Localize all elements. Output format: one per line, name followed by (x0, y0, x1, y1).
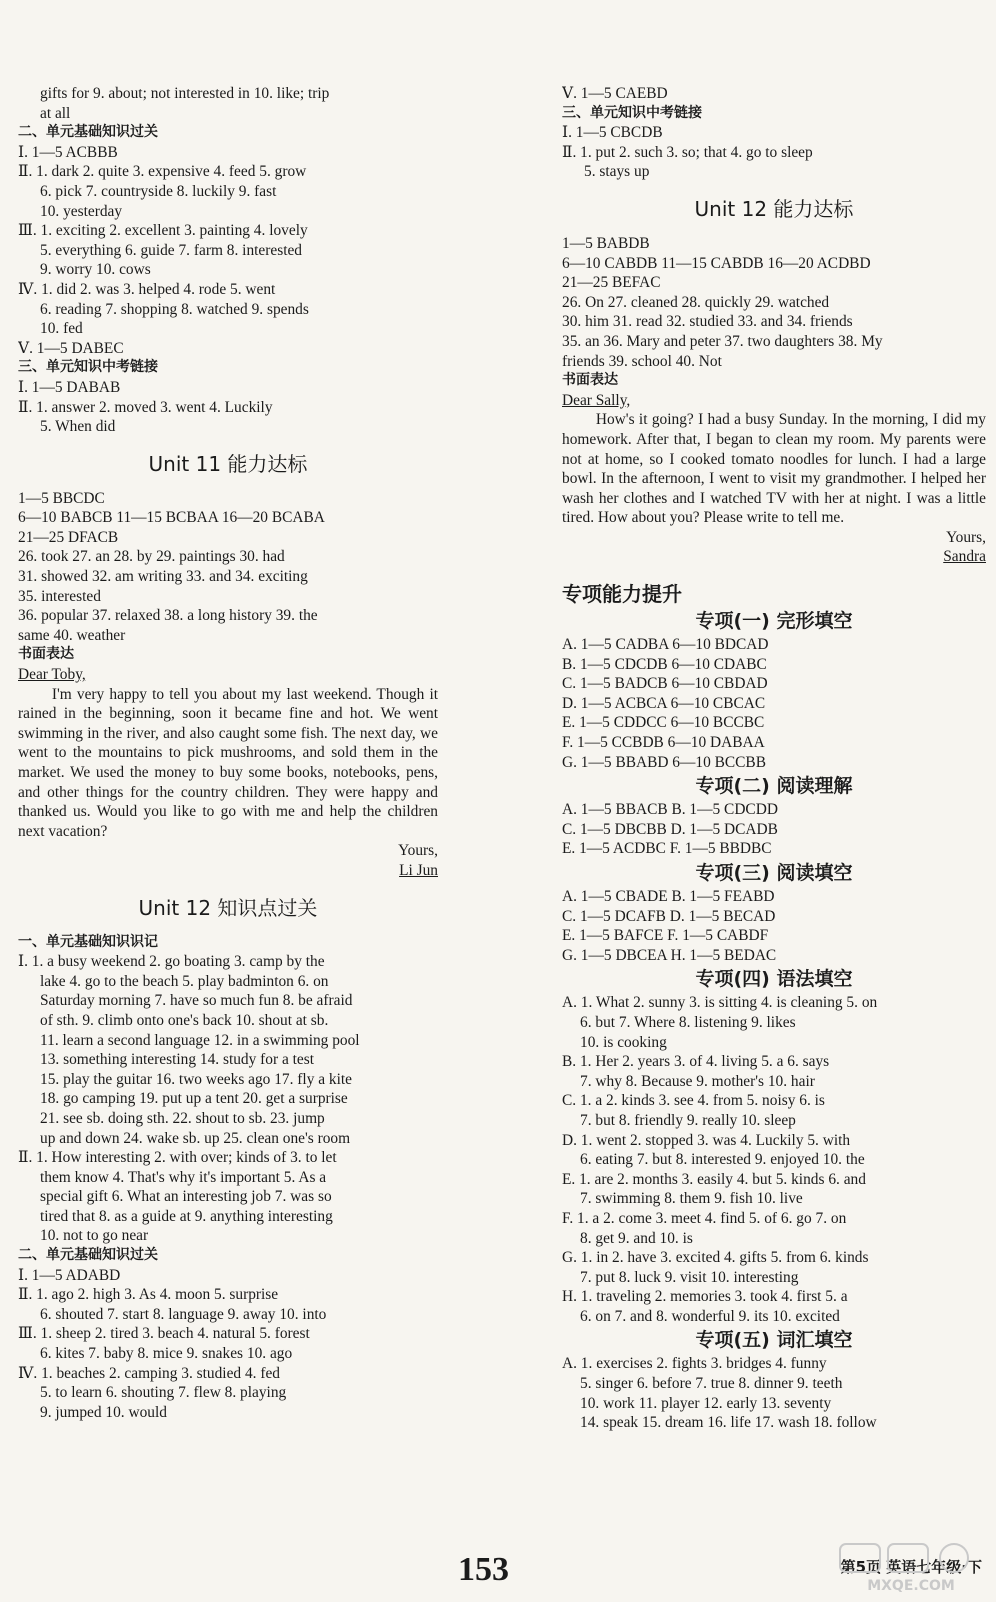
answer-line: 5. When did (40, 418, 116, 436)
answer-line: G. 1—5 DBCEA H. 1—5 BEDAC (562, 946, 777, 964)
answer-line: 6. reading 7. shopping 8. watched 9. spends (40, 300, 309, 318)
answer-line: 6. pick 7. countryside 8. luckily 9. fast (40, 182, 277, 200)
answer-line: C. 1. a 2. kinds 3. see 4. from 5. noisy 6. is (562, 1092, 825, 1110)
essay-paragraph: How's it going? I had a busy Sunday. In the morning, I did my homework. After that, I began to clean my room. My parents were not at home, so I cooked tomato noodles for lunch. I had a large bowl. In the afternoon, I went to visit my grandmother. I helped her wash her clothes and I watched TV with her at night. I was a little tired. How about you? Please write to tell me. (562, 411, 986, 527)
answer-line: Ⅱ. 1. dark 2. quite 3. expensive 4. feed 5. grow (18, 163, 307, 181)
essay-paragraph: I'm very happy to tell you about my last weekend. Though it rained in the beginning, soon it became fine and hot. We went swimming in the river, and also caught some fish. The next day, we went to the mountains to pick mushrooms, and sold them in the market. We used the money to buy some books, notebooks, pens, and other things for the country children. They were happy and thanked us. Would you like to go with me and help the children next vacation? (18, 685, 438, 840)
answer-line: A. 1—5 CBADE B. 1—5 FEABD (562, 888, 775, 905)
part-heading: 专项能力提升 (562, 582, 682, 607)
answer-line: Ⅰ. 1—5 CBCDB (562, 124, 663, 142)
answer-line: 18. go camping 19. put up a tent 20. get a surprise (40, 1090, 348, 1108)
answer-line: gifts for 9. about; not interested in 10. like; trip (40, 85, 330, 102)
answer-line: Ⅰ. 1—5 ACBBB (18, 143, 118, 161)
answer-line: them know 4. That's why it's important 5. As a (40, 1168, 327, 1186)
answer-line: 36. popular 37. relaxed 38. a long history 39. the (18, 607, 318, 625)
answer-line: Saturday morning 7. have so much fun 8. be afraid (40, 992, 353, 1010)
answer-line: Ⅲ. 1. sheep 2. tired 3. beach 4. natural 5. forest (18, 1325, 310, 1343)
answer-line: Ⅱ. 1. put 2. such 3. so; that 4. go to sleep (562, 143, 813, 161)
answer-line: 21—25 DFACB (18, 528, 119, 546)
subsection-heading: 专项(一) 完形填空 (695, 610, 853, 633)
answer-line: Yours, (398, 842, 438, 860)
subsection-heading: 专项(四) 语法填空 (695, 968, 853, 991)
answer-line: tired that 8. as a guide at 9. anything interesting (40, 1207, 333, 1225)
answer-line: A. 1—5 CADBA 6—10 BDCAD (562, 636, 769, 654)
answer-line: 10. yesterday (40, 202, 123, 220)
section-heading: 三、单元知识中考链接 (562, 104, 702, 121)
answer-line: Ⅳ. 1. did 2. was 3. helped 4. rode 5. went (18, 280, 276, 298)
answer-line: C. 1—5 BADCB 6—10 CBDAD (562, 675, 768, 693)
answer-line: Ⅰ. 1—5 ADABD (18, 1266, 121, 1284)
answer-line: G. 1—5 BBABD 6—10 BCCBB (562, 753, 766, 771)
page-info: 第5页 英语七年级·下 (840, 1558, 982, 1576)
answer-line: 10. fed (40, 320, 83, 338)
answer-line: 5. stays up (584, 163, 650, 181)
answer-line: Ⅱ. 1. How interesting 2. with over; kinds of 3. to let (18, 1149, 337, 1167)
answer-line: Ⅴ. 1—5 CAEBD (562, 85, 668, 102)
answer-line: 10. not to go near (40, 1227, 149, 1245)
answer-line: C. 1—5 DCAFB D. 1—5 BECAD (562, 907, 776, 925)
answer-line: 21—25 BEFAC (562, 274, 661, 292)
answer-line: 15. play the guitar 16. two weeks ago 17. fly a kite (40, 1070, 353, 1088)
answer-line: Sandra (943, 548, 986, 566)
section-heading: 书面表达 (18, 646, 74, 663)
section-heading: 二、单元基础知识过关 (18, 1247, 158, 1264)
answer-line: 30. him 31. read 32. studied 33. and 34. friends (562, 313, 853, 331)
answer-line: D. 1—5 ACBCA 6—10 CBCAC (562, 694, 766, 712)
answer-line: A. 1. exercises 2. fights 3. bridges 4. funny (562, 1355, 827, 1373)
answer-line: 6—10 CABDB 11—15 CABDB 16—20 ACDBD (562, 254, 871, 272)
subsection-heading: 专项(五) 词汇填空 (695, 1329, 853, 1352)
answer-line: 9. worry 10. cows (40, 261, 151, 279)
answer-line: E. 1. are 2. months 3. easily 4. but 5. kinds 6. and (562, 1170, 866, 1188)
page-number: 153 (458, 1551, 509, 1588)
answer-line: Ⅱ. 1. ago 2. high 3. As 4. moon 5. surprise (18, 1286, 279, 1304)
answer-line: Dear Toby, (18, 666, 86, 684)
answer-line: up and down 24. wake sb. up 25. clean one's room (40, 1129, 351, 1147)
answer-line: 6. kites 7. baby 8. mice 9. snakes 10. ago (40, 1345, 293, 1363)
answer-line: 6. on 7. and 8. wonderful 9. its 10. excited (580, 1307, 840, 1325)
answer-line: lake 4. go to the beach 5. play badminton 6. on (40, 972, 329, 990)
answer-line: 6—10 BABCB 11—15 BCBAA 16—20 BCABA (18, 509, 325, 527)
answer-line: Ⅰ. 1—5 DABAB (18, 378, 121, 396)
answer-line: 26. took 27. an 28. by 29. paintings 30. had (18, 548, 285, 566)
answer-line: D. 1. went 2. stopped 3. was 4. Luckily 5. with (562, 1131, 851, 1149)
subsection-heading: 专项(二) 阅读理解 (695, 775, 853, 798)
answer-line: A. 1—5 BBACB B. 1—5 CDCDD (562, 801, 778, 819)
section-heading: 三、单元知识中考链接 (18, 359, 158, 376)
left-column (18, 84, 438, 1422)
answer-line: F. 1—5 CCBDB 6—10 DABAA (562, 734, 765, 752)
answer-line: 7. put 8. luck 9. visit 10. interesting (580, 1268, 799, 1286)
unit-heading: Unit 12 能力达标 (694, 196, 854, 221)
answer-line: 10. work 11. player 12. early 13. seventy (580, 1394, 832, 1412)
answer-line: friends 39. school 40. Not (562, 352, 722, 370)
answer-line: C. 1—5 DBCBB D. 1—5 DCADB (562, 820, 778, 838)
section-heading: 二、单元基础知识过关 (18, 124, 158, 141)
answer-line: H. 1. traveling 2. memories 3. took 4. first 5. a (562, 1288, 848, 1306)
answer-line: 6. shouted 7. start 8. language 9. away 10. into (40, 1305, 327, 1323)
answer-line: 10. is cooking (580, 1033, 667, 1051)
answer-line: 26. On 27. cleaned 28. quickly 29. watched (562, 293, 830, 311)
answer-line: 14. speak 15. dream 16. life 17. wash 18. follow (580, 1414, 877, 1432)
answer-line: of sth. 9. climb onto one's back 10. shout at sb. (40, 1011, 329, 1029)
answer-line: B. 1. Her 2. years 3. of 4. living 5. a 6. says (562, 1053, 830, 1071)
answer-line: special gift 6. What an interesting job 7. was so (40, 1188, 332, 1206)
answer-line: Ⅰ. 1. a busy weekend 2. go boating 3. camp by the (18, 953, 325, 971)
answer-line: 7. why 8. Because 9. mother's 10. hair (580, 1072, 815, 1090)
answer-line: 6. eating 7. but 8. interested 9. enjoyed 10. the (580, 1151, 865, 1169)
answer-line: 8. get 9. and 10. is (580, 1229, 693, 1247)
answer-line: 1—5 BBCDC (18, 489, 105, 507)
answer-line: 5. to learn 6. shouting 7. flew 8. playing (40, 1384, 287, 1402)
answer-line: B. 1—5 CDCDB 6—10 CDABC (562, 655, 767, 673)
answer-line: E. 1—5 ACDBC F. 1—5 BBDBC (562, 840, 772, 858)
answer-line: 13. something interesting 14. study for a test (40, 1051, 315, 1069)
answer-line: G. 1. in 2. have 3. excited 4. gifts 5. from 6. kinds (562, 1249, 869, 1267)
answer-line: 5. everything 6. guide 7. farm 8. interested (40, 241, 302, 259)
subsection-heading: 专项(三) 阅读填空 (695, 862, 853, 884)
answer-line: F. 1. a 2. come 3. meet 4. find 5. of 6. go 7. on (562, 1209, 847, 1227)
answer-line: 9. jumped 10. would (40, 1403, 167, 1421)
svg-text:MXQE.COM: MXQE.COM (867, 1578, 955, 1594)
answer-line: Ⅳ. 1. beaches 2. camping 3. studied 4. fed (18, 1364, 280, 1382)
answer-line: E. 1—5 BAFCE F. 1—5 CABDF (562, 927, 769, 945)
answer-line: Yours, (946, 528, 986, 546)
answer-line: 1—5 BABDB (562, 234, 650, 252)
answer-line: same 40. weather (18, 626, 126, 644)
watermark-logo (836, 1540, 986, 1596)
answer-line: E. 1—5 CDDCC 6—10 BCCBC (562, 714, 765, 732)
answer-line: Li Jun (399, 861, 438, 879)
unit-heading: Unit 12 知识点过关 (138, 895, 318, 920)
answer-line: A. 1. What 2. sunny 3. is sitting 4. is cleaning 5. on (562, 994, 878, 1012)
answer-line: Ⅴ. 1—5 DABEC (18, 339, 124, 357)
section-heading: 书面表达 (562, 372, 618, 389)
answer-line: 5. singer 6. before 7. true 8. dinner 9. teeth (580, 1375, 843, 1393)
answer-line: Dear Sally, (562, 391, 631, 409)
answer-line: 35. an 36. Mary and peter 37. two daughters 38. My (562, 332, 883, 350)
answer-line: 6. but 7. Where 8. listening 9. likes (580, 1013, 796, 1031)
answer-line: Ⅱ. 1. answer 2. moved 3. went 4. Luckily (18, 398, 273, 416)
answer-line: 11. learn a second language 12. in a swimming pool (40, 1031, 360, 1049)
right-column (562, 84, 986, 1433)
section-heading: 一、单元基础知识识记 (18, 933, 158, 950)
answer-line: 7. swimming 8. them 9. fish 10. live (580, 1190, 803, 1208)
answer-line: 31. showed 32. am writing 33. and 34. exciting (18, 568, 308, 586)
answer-line: 7. but 8. friendly 9. really 10. sleep (580, 1111, 796, 1129)
answer-line: 21. see sb. doing sth. 22. shout to sb. 23. jump (40, 1109, 325, 1127)
unit-heading: Unit 11 能力达标 (148, 451, 308, 476)
answer-line: 35. interested (18, 587, 101, 605)
answer-line: Ⅲ. 1. exciting 2. excellent 3. painting 4. lovely (18, 222, 308, 240)
answer-line: at all (40, 104, 71, 122)
